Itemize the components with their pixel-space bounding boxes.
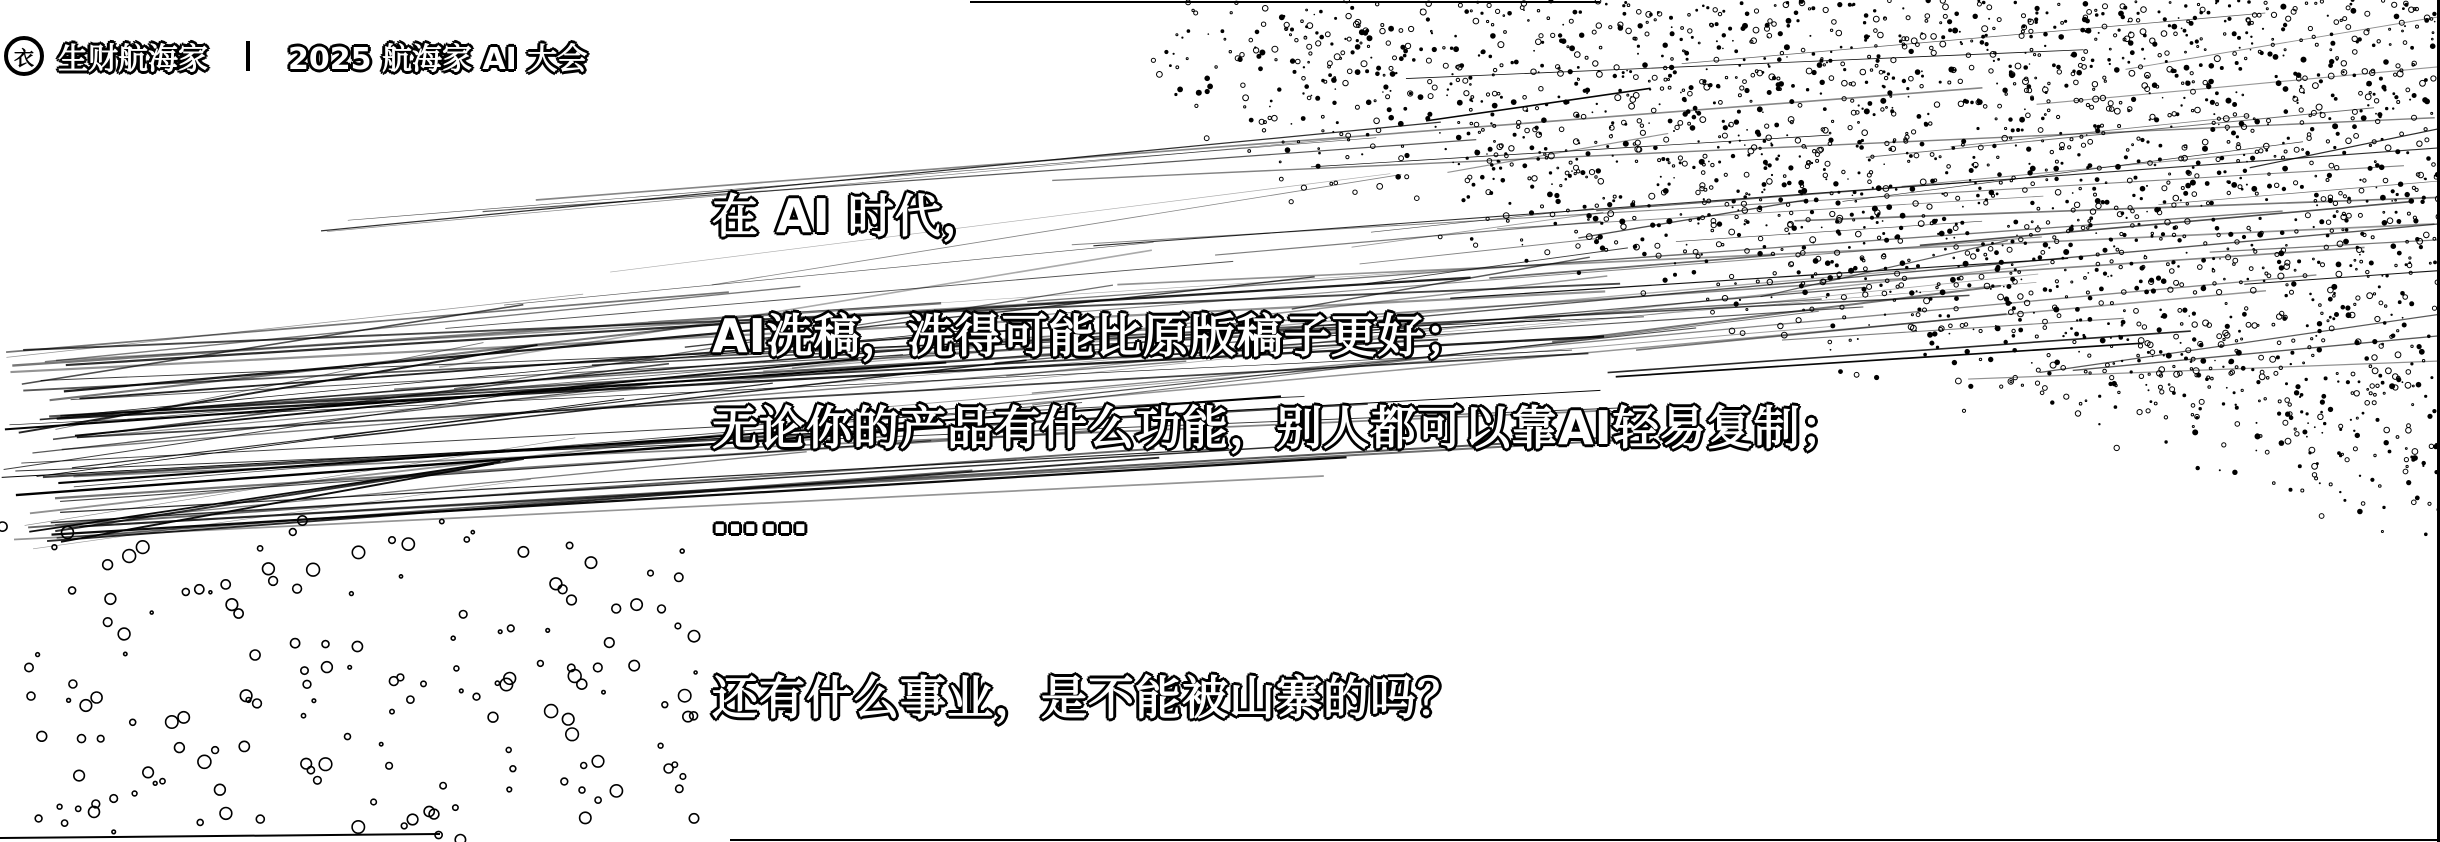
event-title: 2025 航海家 AI 大会 [288,42,588,77]
header-divider [246,41,250,71]
text-line-3: 无论你的产品有什么功能，别人都可以靠AI轻易复制； [712,401,1848,455]
brand-name: 生财航海家 [58,42,208,77]
text-line-1: 在 AI 时代， [712,189,989,243]
ellipsis-line: …… [712,490,812,544]
text-line-2: AI洗稿，洗得可能比原版稿子更好； [712,309,1472,363]
closing-question: 还有什么事业，是不能被山寨的吗？ [712,671,1464,725]
brand-logo-icon: 衣 [4,36,44,76]
header [4,30,587,82]
